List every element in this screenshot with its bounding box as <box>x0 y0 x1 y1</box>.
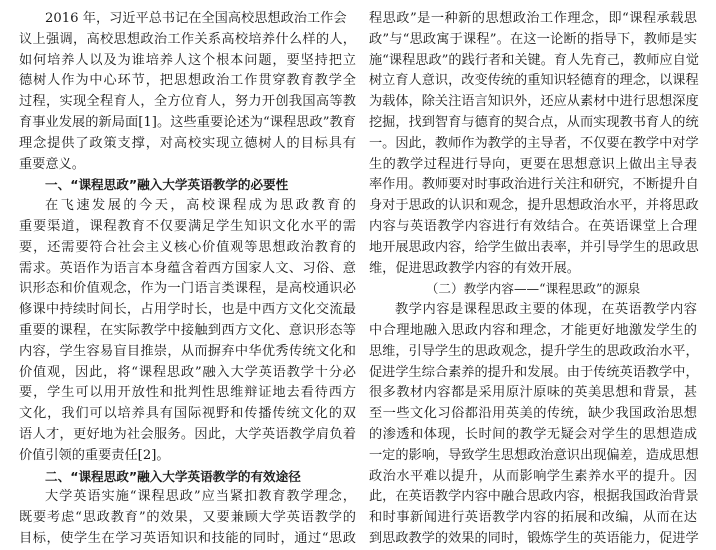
body-text-line: 文化，我们可以培养具有国际视野和传播传统文化的双 <box>19 406 356 422</box>
body-text-line: 理念提供了政策支撑，对高校实现立德树人的目标具有 <box>19 135 356 151</box>
body-text-line: 德树人作为中心环节，把思想政治工作贯穿教育教学全 <box>19 73 356 89</box>
body-text-line: 大学英语实施“课程思政”应当紧扣教育教学理念， <box>45 489 356 505</box>
body-text-line: 2016 年，习近平总书记在全国高校思想政治工作会 <box>45 11 347 26</box>
body-text-line: 政”与“思政寓于课程”。在这一论断的指导下，教师是实 <box>369 31 697 47</box>
body-text-line: 议上强调，高校思想政治工作关系高校培养什么样的人， <box>19 31 356 47</box>
body-text-line: 一定的影响，导致学生思想政治意识出现偏差，造成思想 <box>369 447 699 463</box>
body-text-line: 政治水平难以提升，从而影响学生素养水平的提升。因 <box>369 468 697 484</box>
body-text-line: 育事业发展的新局面[1]。这些重要论述为“课程思政”教育 <box>19 114 356 130</box>
body-text-line: 到思政教学的效果的同时，锻炼学生的英语能力，促进学 <box>369 530 699 546</box>
body-text-line: 树立育人意识，改变传统的重知识轻德育的理念，以课程 <box>369 73 699 89</box>
body-text-line: 过程，实现全程育人，全方位育人，努力开创我国高等教 <box>19 94 356 110</box>
body-text-line: 教学内容是课程思政主要的体现，在英语教学内容 <box>395 302 697 318</box>
body-text-line: 挖掘，找到智育与德育的契合点，从而实现教书育人的统 <box>369 114 699 130</box>
body-text-line: 重要的课程，在实际教学中接触到西方文化、意识形态等 <box>19 322 356 338</box>
body-text-line: 重要意义。 <box>19 156 85 172</box>
body-text-line: 的渗透和体现，长时间的教学无疑会对学生的思想造成 <box>369 426 697 442</box>
body-text-line: 施“课程思政”的践行者和关键。育人先育己，教师应自觉 <box>369 52 699 68</box>
right-column <box>369 9 697 550</box>
body-text-line: 要，学生可以用开放性和批判性思维辩证地去看待西方 <box>19 385 356 401</box>
body-text-line: 中合理地融入思政内容和理念，才能更好地激发学生的 <box>369 322 697 338</box>
body-text-line: 为载体，除关注语言知识外，还应从素材中进行思想深度 <box>369 94 699 110</box>
body-text-line: 内容与英语教学内容进行有效结合。在英语课堂上合理 <box>369 218 697 234</box>
body-text-line: 此，在英语教学内容中融合思政内容，根据我国政治背景 <box>369 489 699 505</box>
body-text-line: 率作用。教师要对时事政治进行关注和研究，不断提升自 <box>369 177 699 193</box>
body-text-line: 身对于思政的认识和观念，提升思想政治水平，并将思政 <box>369 198 699 214</box>
body-text-line: 思维，引导学生的思政观念，提升学生的思政政治水平， <box>369 343 699 359</box>
body-text-line: 识形态和价值观念，作为一门语言类课程，是高校通识必 <box>19 281 356 297</box>
body-text-line: 至一些文化习俗都沿用英美的传统，缺少我国政治思想 <box>369 406 697 422</box>
body-text-line: 需求。英语作为语言本身蕴含着西方国家人文、习俗、意 <box>19 260 356 276</box>
body-text-line: 一。因此，教师作为教学的主导者，不仅要在教学中对学 <box>369 135 699 151</box>
body-text-line: 维，促进思政教学内容的有效开展。 <box>369 260 580 276</box>
body-text-line: 很多教材内容都是采用原汁原味的英美思想和背景，甚 <box>369 385 697 401</box>
body-text-line: 价值观，因此，将“课程思政”融入大学英语教学十分必 <box>19 364 356 380</box>
body-text-line: 程思政”是一种新的思想政治工作理念，即“课程承载思 <box>369 11 697 26</box>
body-text-line: 修课中持续时间长，占用学时长，也是中西方文化交流最 <box>19 302 356 318</box>
body-text-line: 目标，使学生在学习英语知识和技能的同时，通过“思政 <box>19 530 356 546</box>
body-text-line: 价值引领的重要责任[2]。 <box>19 447 170 463</box>
section-heading: 一、“课程思政”融入大学英语教学的必要性 <box>45 177 289 193</box>
body-text-line: 地开展思政内容，给学生做出表率，并引导学生的思政思 <box>369 239 699 255</box>
body-text-line: 重要渠道，课程教育不仅要满足学生知识文化水平的需 <box>19 218 356 234</box>
section-heading: 二、“课程思政”融入大学英语教学的有效途径 <box>45 468 301 484</box>
body-text-line: 促进学生综合素养的提升和发展。由于传统英语教学中， <box>369 364 699 380</box>
body-text-line: 语人才，更好地为社会服务。因此，大学英语教学肩负着 <box>19 426 356 442</box>
body-text-line: 生的教学过程进行导向，更要在思想意识上做出主导表 <box>369 156 697 172</box>
body-text-line: 要，还需要符合社会主义核心价值观等思想政治教育的 <box>19 239 356 255</box>
subsection-heading: （二）教学内容——“课程思政”的源泉 <box>425 281 641 297</box>
body-text-line: 既要考虑“思政教育”的效果，又要兼顾大学英语教学的 <box>19 510 356 526</box>
body-text-line: 和时事新闻进行英语教学内容的拓展和改编，从而在达 <box>369 510 697 526</box>
left-column <box>19 9 356 550</box>
body-text-line: 如何培养人以及为谁培养人这个根本问题，要坚持把立 <box>19 52 356 68</box>
body-text-line: 内容，学生容易盲目推崇，从而摒弃中华优秀传统文化和 <box>19 343 356 359</box>
body-text-line: 在飞速发展的今天，高校课程成为思政教育的 <box>45 198 356 214</box>
